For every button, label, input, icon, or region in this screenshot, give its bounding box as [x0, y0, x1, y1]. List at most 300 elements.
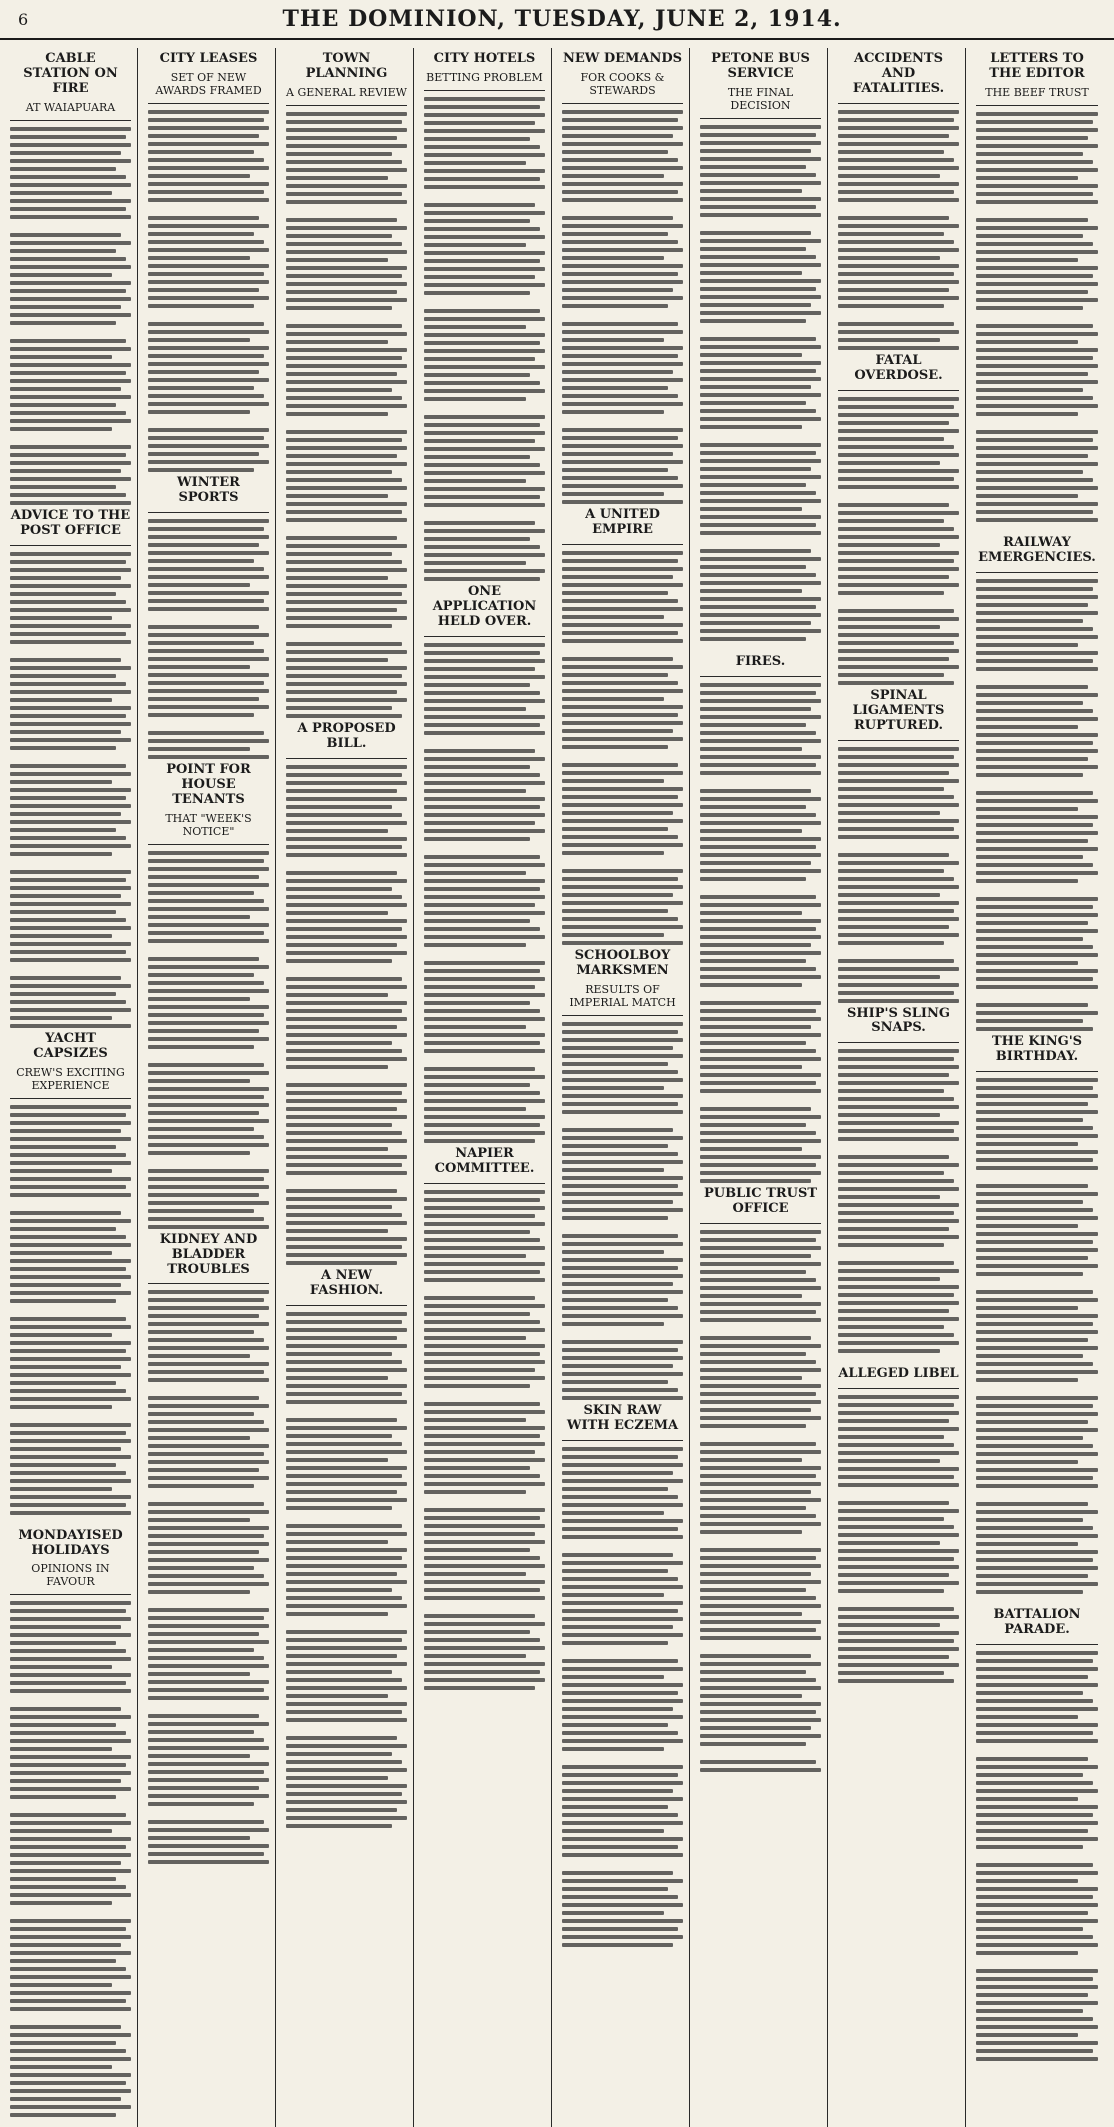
text-line	[562, 1078, 683, 1082]
text-line	[148, 182, 269, 186]
text-line	[10, 1129, 121, 1133]
text-line	[10, 1259, 131, 1263]
text-line	[700, 1530, 802, 1534]
text-line	[10, 746, 116, 750]
text-line	[562, 1250, 664, 1254]
text-line	[700, 1392, 816, 1396]
text-line	[10, 942, 131, 946]
text-line	[148, 1370, 264, 1374]
text-line	[838, 134, 949, 138]
text-line	[700, 1033, 821, 1037]
article-body-unreadable	[838, 1049, 959, 1363]
text-line	[562, 1176, 683, 1180]
text-line	[700, 515, 821, 519]
text-line	[10, 1829, 112, 1833]
text-line	[286, 879, 407, 883]
text-line	[976, 1993, 1088, 1997]
text-line	[286, 1654, 397, 1658]
text-line	[148, 1672, 250, 1676]
text-line	[10, 1885, 126, 1889]
text-line	[148, 551, 269, 555]
rule	[976, 572, 1098, 573]
text-line	[562, 869, 683, 873]
text-line	[10, 2089, 131, 2093]
text-line	[976, 250, 1098, 254]
text-line	[976, 462, 1098, 466]
text-line	[148, 1624, 269, 1628]
text-line	[424, 211, 545, 215]
text-line	[976, 1707, 1098, 1711]
text-line	[838, 304, 944, 308]
text-line	[838, 485, 959, 489]
text-line	[148, 1201, 269, 1205]
text-line	[148, 689, 269, 693]
text-line	[976, 1542, 1078, 1546]
text-line	[286, 714, 402, 718]
subheadline: SET OF NEW AWARDS FRAMED	[155, 70, 262, 97]
text-line	[148, 1582, 269, 1586]
text-line	[838, 625, 940, 629]
text-line	[838, 1187, 959, 1191]
headline: SPINAL LIGAMENTS RUPTURED.	[852, 687, 945, 733]
text-line	[562, 745, 668, 749]
text-line	[562, 1789, 673, 1793]
article-body-unreadable	[148, 519, 269, 759]
text-line	[286, 1572, 397, 1576]
text-line	[424, 1139, 535, 1143]
text-line	[424, 1490, 526, 1494]
text-line	[148, 1550, 259, 1554]
text-line	[10, 592, 116, 596]
text-line	[976, 831, 1098, 835]
text-line	[838, 118, 954, 122]
text-line	[286, 1792, 402, 1796]
text-line	[700, 459, 821, 463]
text-line	[10, 1673, 131, 1677]
text-line	[700, 1147, 802, 1151]
text-line	[424, 969, 540, 973]
text-line	[562, 877, 678, 881]
text-line	[286, 388, 392, 392]
text-line	[976, 396, 1093, 400]
text-line	[562, 851, 664, 855]
text-line	[10, 958, 131, 962]
text-line	[976, 2033, 1078, 2037]
text-line	[424, 927, 540, 931]
text-line	[700, 507, 802, 511]
text-line	[562, 1038, 683, 1042]
text-line	[700, 417, 821, 421]
text-line	[838, 877, 954, 881]
text-line	[148, 338, 250, 342]
text-line	[976, 1821, 1098, 1825]
text-line	[838, 288, 949, 292]
text-line	[976, 1773, 1083, 1777]
text-line	[10, 199, 131, 203]
text-line	[286, 462, 407, 466]
text-line	[562, 1046, 673, 1050]
text-line	[562, 631, 678, 635]
text-line	[562, 1943, 673, 1947]
text-line	[838, 1411, 959, 1415]
text-line	[838, 1403, 954, 1407]
text-line	[148, 1778, 269, 1782]
text-line	[424, 1622, 545, 1626]
text-line	[562, 779, 664, 783]
text-line	[562, 721, 683, 725]
rule	[10, 1098, 131, 1099]
text-line	[148, 575, 269, 579]
text-line	[976, 380, 1098, 384]
text-line	[700, 1344, 821, 1348]
text-line	[562, 1527, 678, 1531]
text-line	[286, 837, 407, 841]
text-line	[562, 288, 673, 292]
text-line	[976, 1977, 1093, 1981]
text-line	[286, 1824, 392, 1828]
text-line	[10, 1219, 131, 1223]
text-line	[148, 1217, 264, 1221]
text-line	[838, 1623, 940, 1627]
article-body-unreadable	[700, 683, 821, 1183]
rule	[424, 636, 545, 637]
text-line	[700, 1588, 806, 1592]
text-line	[10, 722, 131, 726]
text-line	[10, 1943, 121, 1947]
text-line	[10, 477, 131, 481]
text-line	[424, 137, 530, 141]
text-line	[976, 1003, 1088, 1007]
text-line	[838, 1395, 959, 1399]
text-line	[838, 1179, 954, 1183]
text-line	[976, 1404, 1093, 1408]
text-line	[286, 1001, 407, 1005]
text-line	[10, 780, 112, 784]
text-line	[10, 1893, 131, 1897]
text-line	[976, 1935, 1093, 1939]
text-line	[286, 1694, 388, 1698]
text-line	[562, 1553, 673, 1557]
text-line	[148, 1322, 269, 1326]
subheadline: FOR COOKS & STEWARDS	[580, 70, 665, 97]
text-line	[286, 470, 392, 474]
text-line	[562, 460, 683, 464]
text-line	[838, 633, 959, 637]
rule	[148, 103, 269, 104]
text-line	[838, 1203, 959, 1207]
text-line	[700, 1466, 821, 1470]
text-line	[976, 234, 1083, 238]
text-line	[562, 673, 668, 677]
text-line	[10, 870, 131, 874]
text-line	[286, 1091, 402, 1095]
text-line	[10, 1105, 131, 1109]
text-line	[700, 1155, 821, 1159]
text-line	[562, 1765, 683, 1769]
subheadline: RESULTS OF IMPERIAL MATCH	[569, 982, 676, 1009]
text-line	[562, 1062, 668, 1066]
text-line	[838, 575, 949, 579]
column-4	[424, 48, 552, 2127]
text-line	[976, 1476, 1093, 1480]
text-line	[838, 1565, 959, 1569]
text-line	[976, 1534, 1098, 1538]
text-line	[286, 234, 392, 238]
text-line	[838, 1419, 949, 1423]
text-line	[562, 1380, 668, 1384]
text-line	[562, 444, 683, 448]
text-line	[148, 1794, 269, 1798]
text-line	[838, 1427, 959, 1431]
text-line	[700, 401, 806, 405]
text-line	[286, 1540, 388, 1544]
text-line	[838, 1647, 959, 1651]
text-line	[10, 395, 131, 399]
text-line	[562, 689, 683, 693]
text-line	[700, 1025, 811, 1029]
text-line	[424, 1442, 545, 1446]
text-line	[286, 1213, 402, 1217]
text-line	[976, 1452, 1098, 1456]
headline: SHIP'S SLING SNAPS.	[846, 1005, 951, 1036]
text-line	[148, 1714, 259, 1718]
text-line	[286, 1744, 407, 1748]
text-line	[838, 755, 954, 759]
text-line	[424, 1368, 535, 1372]
rule	[562, 544, 683, 545]
text-line	[424, 495, 540, 499]
text-line	[286, 494, 388, 498]
text-line	[700, 491, 816, 495]
text-line	[148, 1354, 250, 1358]
text-line	[286, 1760, 402, 1764]
text-line	[838, 272, 954, 276]
text-line	[286, 136, 397, 140]
text-line	[976, 921, 1088, 925]
text-line	[10, 419, 131, 423]
text-line	[976, 412, 1078, 416]
text-line	[562, 1258, 683, 1262]
text-line	[10, 355, 112, 359]
text-line	[562, 1731, 678, 1735]
text-line	[838, 1333, 954, 1337]
text-line	[976, 2009, 1083, 2013]
text-line	[286, 560, 402, 564]
text-line	[286, 412, 388, 416]
text-line	[424, 1662, 545, 1666]
text-line	[976, 1322, 1093, 1326]
text-line	[148, 747, 250, 751]
text-line	[976, 1362, 1093, 1366]
text-line	[700, 691, 816, 695]
text-line	[976, 176, 1078, 180]
rule	[10, 120, 131, 121]
text-line	[286, 1776, 388, 1780]
text-line	[424, 1482, 545, 1486]
text-line	[424, 757, 545, 761]
text-line	[10, 1625, 121, 1629]
text-line	[976, 611, 1098, 615]
text-line	[424, 521, 535, 525]
text-line	[562, 272, 678, 276]
text-line	[10, 1153, 126, 1157]
text-line	[286, 128, 407, 132]
text-line	[976, 1166, 1098, 1170]
text-line	[10, 1983, 112, 1987]
text-line	[424, 203, 535, 207]
text-line	[838, 885, 959, 889]
text-line	[10, 1503, 126, 1507]
text-line	[562, 1447, 683, 1451]
text-line	[148, 681, 264, 685]
text-line	[286, 1752, 392, 1756]
text-line	[10, 2007, 131, 2011]
text-line	[976, 2025, 1098, 2029]
text-line	[10, 844, 131, 848]
text-line	[976, 1590, 1083, 1594]
headline: SKIN RAW WITH ECZEMA	[566, 1402, 679, 1433]
text-line	[700, 895, 816, 899]
text-line	[976, 1298, 1098, 1302]
text-line	[700, 1636, 821, 1640]
text-line	[562, 452, 673, 456]
text-line	[286, 1524, 402, 1528]
text-line	[424, 105, 540, 109]
text-line	[10, 485, 116, 489]
article-body-unreadable	[562, 551, 683, 945]
text-line	[700, 797, 821, 801]
text-line	[148, 232, 254, 236]
text-line	[976, 258, 1078, 262]
text-line	[976, 1354, 1083, 1358]
text-line	[286, 568, 407, 572]
text-line	[562, 256, 664, 260]
text-line	[424, 169, 545, 173]
text-line	[976, 1216, 1098, 1220]
text-line	[838, 322, 954, 326]
text-line	[838, 747, 959, 751]
column-7	[838, 48, 966, 2127]
text-line	[148, 322, 264, 326]
text-line	[838, 1509, 959, 1513]
text-line	[424, 439, 535, 443]
text-line	[10, 371, 126, 375]
text-line	[562, 1903, 683, 1907]
text-line	[424, 855, 540, 859]
text-line	[976, 603, 1088, 607]
text-line	[148, 931, 264, 935]
text-line	[838, 338, 940, 342]
text-line	[148, 1722, 269, 1726]
text-line	[562, 763, 678, 767]
text-line	[148, 1820, 264, 1824]
text-line	[10, 2105, 131, 2109]
subheadline: THAT "WEEK'S NOTICE"	[165, 811, 252, 838]
text-line	[286, 1115, 407, 1119]
text-line	[148, 1169, 269, 1173]
text-line	[976, 1019, 1083, 1023]
text-line	[424, 569, 545, 573]
text-line	[700, 813, 816, 817]
text-line	[838, 591, 944, 595]
text-line	[838, 1269, 959, 1273]
text-line	[700, 1246, 821, 1250]
text-line	[700, 311, 821, 315]
text-line	[562, 1388, 678, 1392]
text-line	[838, 126, 959, 130]
text-line	[976, 1264, 1098, 1268]
text-line	[424, 1360, 545, 1364]
text-line	[286, 1033, 407, 1037]
text-line	[424, 1384, 530, 1388]
text-line	[148, 1338, 264, 1342]
text-line	[424, 1025, 526, 1029]
text-line	[562, 1348, 678, 1352]
text-line	[562, 1887, 668, 1891]
text-line	[10, 788, 131, 792]
text-line	[562, 909, 668, 913]
article-body-unreadable	[424, 97, 545, 581]
text-line	[838, 1589, 944, 1593]
text-line	[562, 1372, 683, 1376]
text-line	[562, 1364, 673, 1368]
text-line	[10, 1397, 131, 1401]
text-line	[424, 365, 545, 369]
text-line	[700, 1482, 821, 1486]
text-line	[700, 837, 821, 841]
text-line	[148, 444, 269, 448]
text-line	[286, 1548, 407, 1552]
text-line	[148, 264, 269, 268]
text-line	[424, 1017, 545, 1021]
text-line	[700, 581, 821, 585]
text-line	[700, 707, 811, 711]
text-line	[562, 811, 673, 815]
text-line	[562, 1094, 683, 1098]
text-line	[10, 690, 131, 694]
text-line	[424, 415, 545, 419]
text-line	[148, 1640, 269, 1644]
text-line	[562, 1569, 668, 1573]
text-line	[700, 1400, 821, 1404]
text-line	[148, 1828, 269, 1832]
text-line	[424, 423, 540, 427]
text-line	[286, 1261, 397, 1265]
column-1	[10, 48, 138, 2127]
text-line	[10, 560, 126, 564]
text-line	[562, 639, 683, 643]
text-line	[10, 608, 131, 612]
text-line	[148, 1770, 264, 1774]
text-line	[10, 1927, 126, 1931]
text-line	[286, 1009, 402, 1013]
headline: SCHOOLBOY MARKSMEN	[574, 947, 671, 978]
text-line	[148, 1746, 269, 1750]
text-line	[286, 1458, 388, 1462]
text-line	[286, 258, 388, 262]
text-line	[10, 2073, 131, 2077]
text-line	[562, 410, 664, 414]
text-line	[976, 364, 1098, 368]
text-line	[424, 1304, 545, 1308]
headline: CITY HOTELS	[433, 51, 536, 66]
text-line	[700, 345, 821, 349]
text-line	[700, 483, 806, 487]
text-line	[976, 348, 1098, 352]
text-line	[562, 575, 673, 579]
headline: ADVICE TO THE POST OFFICE	[10, 507, 131, 538]
text-line	[700, 1107, 811, 1111]
